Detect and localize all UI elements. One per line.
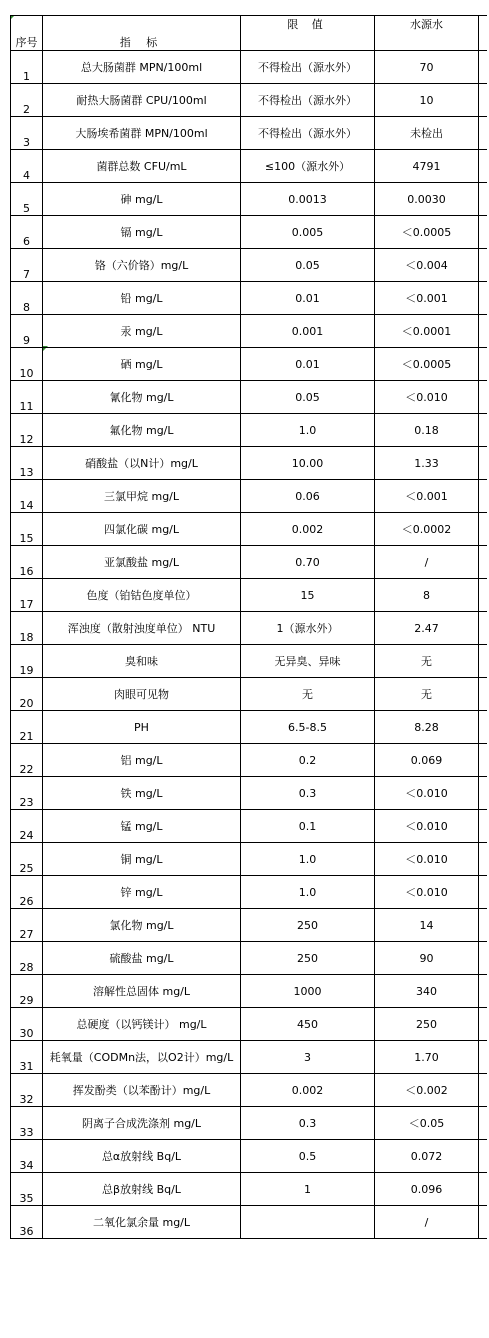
table-body — [11, 51, 488, 1239]
row-limit: 1.0 — [241, 843, 375, 876]
row-value: 70 — [375, 51, 479, 84]
header-limit: 限 值 — [241, 16, 375, 51]
row-limit: 0.05 — [241, 249, 375, 282]
table-row — [11, 942, 488, 975]
row-number: 26 — [11, 876, 43, 909]
row-indicator: 大肠埃希菌群 MPN/100ml — [43, 117, 241, 150]
row-stub — [479, 117, 488, 150]
row-indicator: 砷 mg/L — [43, 183, 241, 216]
row-limit: 0.1 — [241, 810, 375, 843]
table-row — [11, 546, 488, 579]
row-stub — [479, 282, 488, 315]
row-value: 无 — [375, 645, 479, 678]
table-row — [11, 480, 488, 513]
row-number: 9 — [11, 315, 43, 348]
row-stub — [479, 843, 488, 876]
row-limit: 不得检出（源水外） — [241, 51, 375, 84]
row-stub — [479, 876, 488, 909]
row-stub — [479, 1206, 488, 1239]
row-number: 22 — [11, 744, 43, 777]
table-row — [11, 1173, 488, 1206]
row-indicator: 总α放射线 Bq/L — [43, 1140, 241, 1173]
row-value: ＜0.010 — [375, 876, 479, 909]
table-row — [11, 711, 488, 744]
row-indicator: 总硬度（以钙镁计） mg/L — [43, 1008, 241, 1041]
row-number: 6 — [11, 216, 43, 249]
row-indicator: 总β放射线 Bq/L — [43, 1173, 241, 1206]
table-row — [11, 414, 488, 447]
row-indicator: 耗氧量（CODMn法，以O2计）mg/L — [43, 1041, 241, 1074]
row-number: 5 — [11, 183, 43, 216]
row-value: 0.072 — [375, 1140, 479, 1173]
row-value: ＜0.001 — [375, 282, 479, 315]
row-stub — [479, 678, 488, 711]
row-limit: 0.5 — [241, 1140, 375, 1173]
row-limit: ≤100（源水外） — [241, 150, 375, 183]
row-limit: 1.0 — [241, 876, 375, 909]
row-number: 19 — [11, 645, 43, 678]
row-number: 23 — [11, 777, 43, 810]
table-row — [11, 216, 488, 249]
row-value: 0.069 — [375, 744, 479, 777]
header-stub — [479, 16, 488, 51]
header-value: 水源水 — [375, 16, 479, 51]
row-indicator: 铅 mg/L — [43, 282, 241, 315]
row-stub — [479, 249, 488, 282]
row-indicator: 色度（铂钴色度单位） — [43, 579, 241, 612]
table-row — [11, 744, 488, 777]
row-number: 18 — [11, 612, 43, 645]
row-number: 13 — [11, 447, 43, 480]
row-number: 35 — [11, 1173, 43, 1206]
table-row — [11, 183, 488, 216]
row-limit: 0.001 — [241, 315, 375, 348]
table-row — [11, 1107, 488, 1140]
table-row — [11, 1041, 488, 1074]
row-stub — [479, 84, 488, 117]
row-number: 2 — [11, 84, 43, 117]
row-limit: 无异臭、异味 — [241, 645, 375, 678]
row-stub — [479, 51, 488, 84]
row-number: 1 — [11, 51, 43, 84]
table-row — [11, 513, 488, 546]
row-stub — [479, 348, 488, 381]
table-row — [11, 909, 488, 942]
row-stub — [479, 711, 488, 744]
row-number: 27 — [11, 909, 43, 942]
row-stub — [479, 1140, 488, 1173]
row-value: ＜0.010 — [375, 777, 479, 810]
table-row — [11, 843, 488, 876]
table-row — [11, 1206, 488, 1239]
row-value: ＜0.05 — [375, 1107, 479, 1140]
row-indicator: 氟化物 mg/L — [43, 414, 241, 447]
row-indicator: 铜 mg/L — [43, 843, 241, 876]
row-value: 0.18 — [375, 414, 479, 447]
row-stub — [479, 1041, 488, 1074]
row-stub — [479, 975, 488, 1008]
row-stub — [479, 183, 488, 216]
row-stub — [479, 1008, 488, 1041]
row-indicator: 三氯甲烷 mg/L — [43, 480, 241, 513]
water-quality-table — [10, 15, 487, 1239]
row-number: 21 — [11, 711, 43, 744]
row-stub — [479, 216, 488, 249]
table-row — [11, 381, 488, 414]
row-value: ＜0.0001 — [375, 315, 479, 348]
row-indicator: 铬（六价铬）mg/L — [43, 249, 241, 282]
row-limit — [241, 1206, 375, 1239]
row-value: ＜0.010 — [375, 381, 479, 414]
row-number: 3 — [11, 117, 43, 150]
row-value: 未检出 — [375, 117, 479, 150]
table-row — [11, 315, 488, 348]
row-indicator: 铁 mg/L — [43, 777, 241, 810]
table-row — [11, 876, 488, 909]
row-number: 25 — [11, 843, 43, 876]
row-limit: 15 — [241, 579, 375, 612]
table-row — [11, 348, 488, 381]
row-number: 7 — [11, 249, 43, 282]
row-value: 10 — [375, 84, 479, 117]
row-value: / — [375, 546, 479, 579]
row-value: 4791 — [375, 150, 479, 183]
row-number: 30 — [11, 1008, 43, 1041]
row-indicator: 四氯化碳 mg/L — [43, 513, 241, 546]
row-stub — [479, 480, 488, 513]
row-value: 2.47 — [375, 612, 479, 645]
row-indicator: 汞 mg/L — [43, 315, 241, 348]
row-number: 10 — [11, 348, 43, 381]
row-number: 36 — [11, 1206, 43, 1239]
row-stub — [479, 579, 488, 612]
row-limit: 0.01 — [241, 282, 375, 315]
row-limit: 10.00 — [241, 447, 375, 480]
table-row — [11, 678, 488, 711]
row-value: 250 — [375, 1008, 479, 1041]
row-stub — [479, 645, 488, 678]
row-indicator: 硒 mg/L — [43, 348, 241, 381]
row-value: 340 — [375, 975, 479, 1008]
row-stub — [479, 810, 488, 843]
row-indicator: 挥发酚类（以苯酚计）mg/L — [43, 1074, 241, 1107]
row-indicator: 二氧化氯余量 mg/L — [43, 1206, 241, 1239]
table-row — [11, 1008, 488, 1041]
row-value: ＜0.0002 — [375, 513, 479, 546]
row-limit: 0.002 — [241, 1074, 375, 1107]
row-number: 14 — [11, 480, 43, 513]
row-limit: 1（源水外） — [241, 612, 375, 645]
row-value: ＜0.004 — [375, 249, 479, 282]
row-indicator: 浑浊度（散射浊度单位） NTU — [43, 612, 241, 645]
row-value: 0.096 — [375, 1173, 479, 1206]
row-stub — [479, 612, 488, 645]
row-limit: 250 — [241, 942, 375, 975]
row-value: 8 — [375, 579, 479, 612]
row-number: 11 — [11, 381, 43, 414]
row-limit: 0.70 — [241, 546, 375, 579]
row-limit: 0.3 — [241, 1107, 375, 1140]
table-row — [11, 612, 488, 645]
row-value: 8.28 — [375, 711, 479, 744]
header-row — [11, 16, 488, 51]
row-stub — [479, 447, 488, 480]
row-stub — [479, 315, 488, 348]
row-number: 24 — [11, 810, 43, 843]
row-number: 17 — [11, 579, 43, 612]
row-value: / — [375, 1206, 479, 1239]
row-indicator: 亚氯酸盐 mg/L — [43, 546, 241, 579]
row-stub — [479, 381, 488, 414]
row-indicator: 溶解性总固体 mg/L — [43, 975, 241, 1008]
row-value: 无 — [375, 678, 479, 711]
row-indicator: 肉眼可见物 — [43, 678, 241, 711]
row-number: 16 — [11, 546, 43, 579]
row-indicator: 阴离子合成洗涤剂 mg/L — [43, 1107, 241, 1140]
row-stub — [479, 513, 488, 546]
row-stub — [479, 1074, 488, 1107]
table-row — [11, 282, 488, 315]
row-value: ＜0.0005 — [375, 216, 479, 249]
row-stub — [479, 414, 488, 447]
row-limit: 0.01 — [241, 348, 375, 381]
table-row — [11, 84, 488, 117]
row-number: 8 — [11, 282, 43, 315]
table-row — [11, 150, 488, 183]
table-row — [11, 249, 488, 282]
row-indicator: 菌群总数 CFU/mL — [43, 150, 241, 183]
row-indicator: 锰 mg/L — [43, 810, 241, 843]
table-row — [11, 579, 488, 612]
row-value: 0.0030 — [375, 183, 479, 216]
row-number: 33 — [11, 1107, 43, 1140]
table-row — [11, 1140, 488, 1173]
row-value: ＜0.010 — [375, 810, 479, 843]
row-indicator: 氯化物 mg/L — [43, 909, 241, 942]
header-no: 序号 — [11, 16, 43, 51]
row-limit: 1.0 — [241, 414, 375, 447]
header-indicator: 指 标 — [43, 16, 241, 51]
row-value: 14 — [375, 909, 479, 942]
row-value: ＜0.002 — [375, 1074, 479, 1107]
row-value: 1.70 — [375, 1041, 479, 1074]
row-limit: 不得检出（源水外） — [241, 117, 375, 150]
row-limit: 0.2 — [241, 744, 375, 777]
table-row — [11, 447, 488, 480]
row-indicator: 镉 mg/L — [43, 216, 241, 249]
row-limit: 0.06 — [241, 480, 375, 513]
row-stub — [479, 777, 488, 810]
row-limit: 250 — [241, 909, 375, 942]
row-limit: 6.5-8.5 — [241, 711, 375, 744]
row-stub — [479, 150, 488, 183]
row-limit: 1000 — [241, 975, 375, 1008]
row-number: 28 — [11, 942, 43, 975]
table-row — [11, 810, 488, 843]
table-row — [11, 777, 488, 810]
row-stub — [479, 1107, 488, 1140]
row-value: ＜0.0005 — [375, 348, 479, 381]
row-limit: 0.05 — [241, 381, 375, 414]
table-row — [11, 645, 488, 678]
row-number: 15 — [11, 513, 43, 546]
row-number: 12 — [11, 414, 43, 447]
row-number: 4 — [11, 150, 43, 183]
row-value: ＜0.010 — [375, 843, 479, 876]
row-indicator: 氰化物 mg/L — [43, 381, 241, 414]
row-number: 29 — [11, 975, 43, 1008]
row-indicator: 总大肠菌群 MPN/100ml — [43, 51, 241, 84]
row-number: 31 — [11, 1041, 43, 1074]
row-indicator: 锌 mg/L — [43, 876, 241, 909]
row-indicator: 硝酸盐（以N计）mg/L — [43, 447, 241, 480]
row-value: 90 — [375, 942, 479, 975]
table-row — [11, 975, 488, 1008]
row-number: 20 — [11, 678, 43, 711]
table-row — [11, 117, 488, 150]
row-limit: 450 — [241, 1008, 375, 1041]
row-stub — [479, 744, 488, 777]
row-number: 34 — [11, 1140, 43, 1173]
row-limit: 0.3 — [241, 777, 375, 810]
row-limit: 0.002 — [241, 513, 375, 546]
row-value: 1.33 — [375, 447, 479, 480]
row-limit: 3 — [241, 1041, 375, 1074]
row-value: ＜0.001 — [375, 480, 479, 513]
row-stub — [479, 1173, 488, 1206]
row-stub — [479, 546, 488, 579]
row-indicator: 耐热大肠菌群 CPU/100ml — [43, 84, 241, 117]
row-stub — [479, 942, 488, 975]
row-number: 32 — [11, 1074, 43, 1107]
row-stub — [479, 909, 488, 942]
table-row — [11, 51, 488, 84]
row-indicator: 铝 mg/L — [43, 744, 241, 777]
row-limit: 0.005 — [241, 216, 375, 249]
table-row — [11, 1074, 488, 1107]
row-limit: 0.0013 — [241, 183, 375, 216]
row-indicator: 硫酸盐 mg/L — [43, 942, 241, 975]
row-limit: 不得检出（源水外） — [241, 84, 375, 117]
row-limit: 1 — [241, 1173, 375, 1206]
row-indicator: 臭和味 — [43, 645, 241, 678]
row-limit: 无 — [241, 678, 375, 711]
row-indicator: PH — [43, 711, 241, 744]
